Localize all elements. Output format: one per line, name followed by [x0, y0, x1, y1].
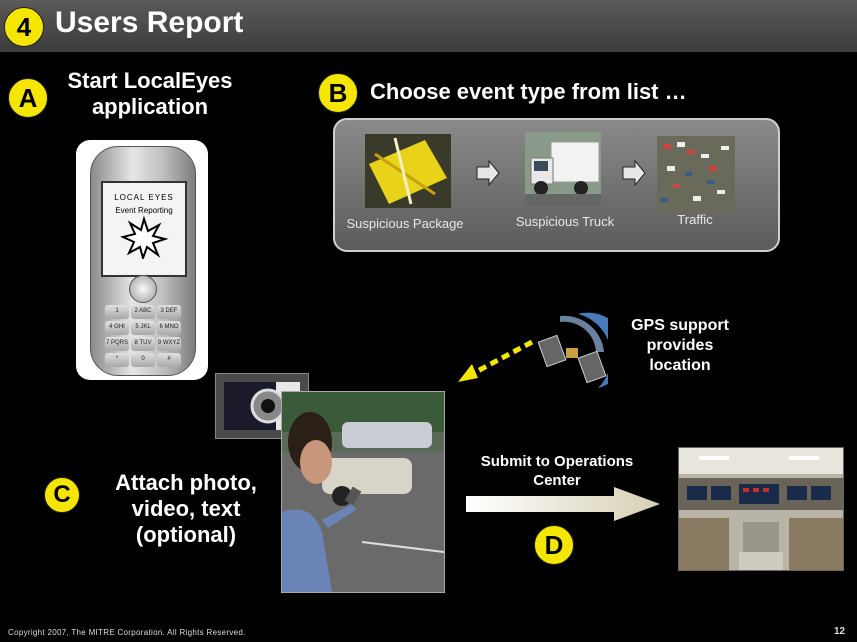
phone-key: 3 DEF [157, 305, 181, 319]
section-b-title: Choose event type from list … [370, 79, 687, 104]
badge-d: D [534, 525, 574, 565]
phone-key: 1 [105, 305, 129, 319]
operations-center-image [679, 448, 843, 570]
phone-keypad [105, 305, 181, 367]
phone-key: 5 JKL [131, 321, 155, 335]
badge-a: A [8, 78, 48, 118]
gps-caption-line2: provides [646, 337, 714, 354]
gps-dashed-arrow-icon [452, 336, 538, 388]
event-item-suspicious-package[interactable] [365, 134, 451, 208]
phone-key: # [157, 353, 181, 367]
phone-key: 4 GHI [105, 321, 129, 335]
phone-key: 6 MNO [157, 321, 181, 335]
phone-key: * [105, 353, 129, 367]
section-a-title-line1: Start LocalEyes [67, 68, 233, 93]
operations-center-photo [678, 447, 844, 571]
package-image [365, 134, 451, 208]
badge-b: B [318, 73, 358, 113]
phone-key: 7 PQRS [105, 337, 129, 351]
gps-caption [612, 316, 748, 376]
user-photo [281, 391, 445, 593]
satellite-image [538, 312, 608, 390]
user-photo-image [282, 392, 444, 592]
event-type-panel [333, 118, 780, 252]
event-label-suspicious-package[interactable]: Suspicious Package [346, 216, 464, 231]
copyright-text: Copyright 2007, The MITRE Corporation. All Rights Reserved. [8, 628, 246, 637]
event-label-traffic[interactable]: Traffic [677, 212, 713, 227]
section-d-title-line2: Center [533, 472, 581, 489]
badge-c: C [44, 477, 80, 513]
section-c-title-line2: video, text [131, 496, 241, 521]
phone-nav-key [129, 275, 157, 303]
explosion-icon [103, 215, 185, 259]
phone-screen [101, 181, 187, 277]
phone-key: 2 ABC [131, 305, 155, 319]
phone-image [76, 140, 208, 380]
phone-key: 8 TUV [131, 337, 155, 351]
gps-caption-line3: location [649, 357, 711, 374]
section-d-title-line1: Submit to Operations [480, 453, 634, 470]
section-d-title [462, 452, 652, 490]
satellite-icon [538, 312, 608, 390]
page-title: Users Report [55, 6, 244, 39]
phone-screen-subtitle: Event Reporting [115, 206, 173, 215]
event-label-suspicious-truck[interactable]: Suspicious Truck [515, 214, 615, 229]
section-c-title-line3: (optional) [135, 522, 237, 547]
gps-caption-line1: GPS support [631, 317, 729, 334]
event-item-traffic[interactable] [657, 136, 735, 212]
phone-key: 0 [131, 353, 155, 367]
phone-key: 9 WXYZ [157, 337, 181, 351]
traffic-image [657, 136, 735, 212]
submit-arrow-icon [464, 486, 664, 522]
section-a-title [50, 68, 250, 120]
section-a-title-line2: application [91, 94, 209, 119]
arrow-right-icon [475, 160, 501, 186]
section-c-title [96, 470, 276, 548]
page-number: 12 [834, 626, 846, 637]
section-c-title-line1: Attach photo, [115, 470, 257, 495]
event-item-suspicious-truck[interactable] [525, 132, 601, 206]
phone-body [90, 146, 196, 376]
phone-screen-title: LOCAL EYES [114, 193, 174, 202]
truck-image [525, 132, 601, 206]
step-badge: 4 [4, 7, 44, 47]
arrow-right-icon [621, 160, 647, 186]
